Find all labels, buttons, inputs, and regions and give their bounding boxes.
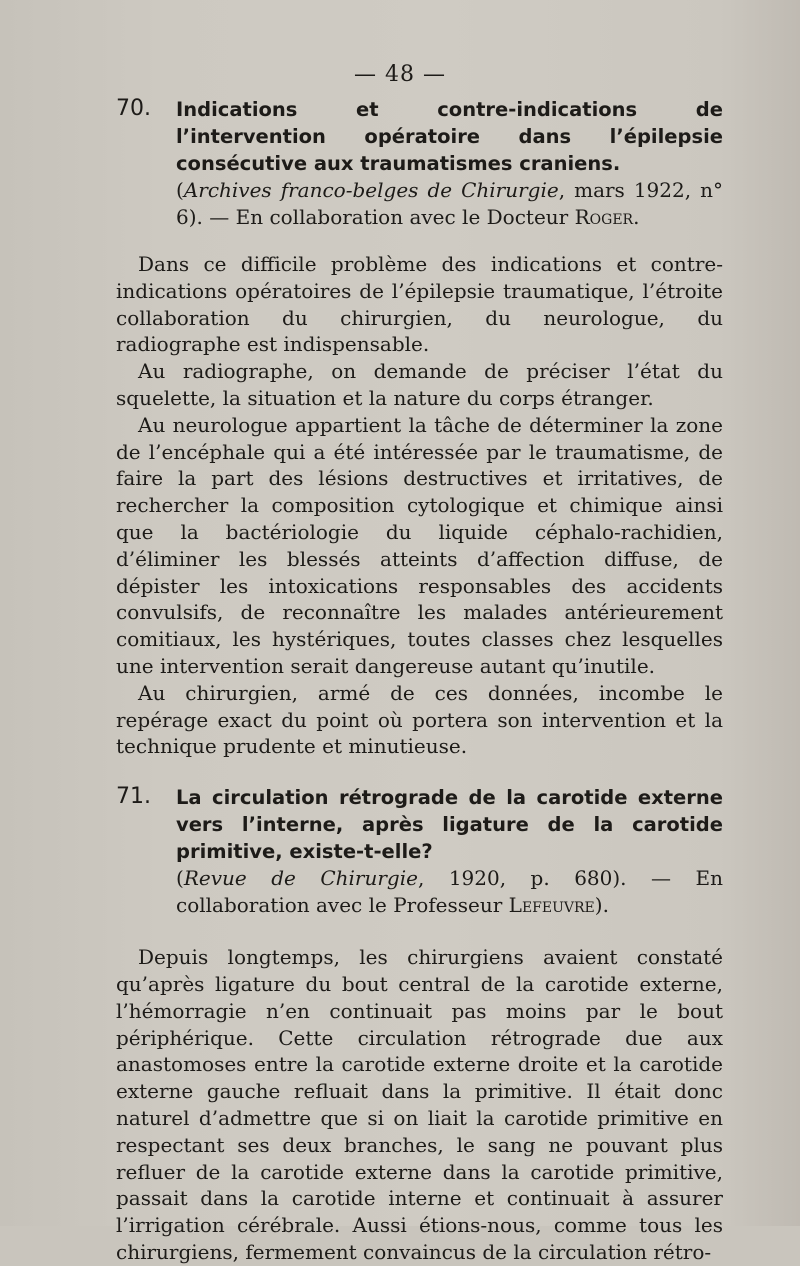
ref-close: . bbox=[633, 205, 640, 229]
ref-open: ( bbox=[176, 866, 184, 891]
entry-reference bbox=[176, 177, 723, 231]
entry-reference bbox=[176, 865, 723, 919]
paragraph: Depuis longtemps, les chirurgiens avaient constaté qu’après ligature du bout central de la carotide externe, l’hémorragie n’en continuait pas moins par le bout périphérique. Cette circulation rétrograde due aux anastomoses entre la carotide externe droite et la carotide externe gauche refluait dans la primitive. Il était donc naturel d’admettre que si on liait la carotide primitive en respectant ses deux branches, le sang ne pouvant plus refluer de la carotide externe dans la carotide primitive, passait dans la carotide interne et continuait à assurer l’irrigation cérébrale. Aussi étions-nous, comme tous les chirurgiens, fermement convaincus de la circulation rétro- bbox=[116, 945, 723, 1264]
journal-name: Revue de Chirurgie bbox=[183, 866, 418, 891]
ref-details: , mars 1922, n° 6). — En collaboration avec le Docteur bbox=[176, 178, 723, 229]
entry-number: 70. bbox=[116, 96, 151, 121]
paragraph: Dans ce difficile problème des indications et contre-indications opératoires de l’épilepsie traumatique, l’étroite collaboration du chirurgien, du neurologue, du radiographe est indispensable. bbox=[116, 252, 723, 357]
entry-number: 71. bbox=[116, 784, 151, 810]
entry-body bbox=[116, 944, 723, 1266]
entry-title: Indications et contre-indications de l’intervention opératoire dans l’épilepsie consécutive aux traumatismes craniens. bbox=[176, 98, 723, 175]
bibliography-entry-70 bbox=[116, 96, 723, 760]
ref-details: , 1920, p. 680). — En collaboration avec le Professeur bbox=[176, 866, 724, 918]
entry-title: La circulation rétrograde de la carotide externe vers l’interne, après ligature de la carotide primitive, existe-t-elle? bbox=[176, 786, 723, 864]
paragraph: Au neurologue appartient la tâche de déterminer la zone de l’encéphale qui a été intéressée par le traumatisme, de faire la part des lésions destructives et irritatives, de rechercher la composition cytologique et chimique ainsi que la bactériologie du liquide céphalo-rachidien, d’éliminer les blessés atteints d’affection diffuse, de dépister les intoxications responsables des accidents convulsifs, de reconnaître les malades antérieurement comitiaux, les hystériques, toutes classes chez lesquelles une intervention serait dangereuse autant qu’inutile. bbox=[116, 412, 723, 678]
page-content bbox=[116, 96, 723, 1266]
page-number: — 48 — bbox=[354, 62, 446, 87]
paragraph: Au chirurgien, armé de ces données, incombe le repérage exact du point où portera son intervention et la technique prudente et minutieuse. bbox=[116, 680, 723, 759]
entry-heading bbox=[116, 784, 723, 919]
entry-body bbox=[116, 251, 723, 760]
collaborator-name: Roger bbox=[574, 205, 634, 229]
entry-heading bbox=[116, 96, 723, 231]
ref-open: ( bbox=[176, 178, 184, 202]
ref-close: ). bbox=[594, 893, 609, 918]
bibliography-entry-71 bbox=[116, 784, 723, 1266]
paragraph: Au radiographe, on demande de préciser l’état du squelette, la situation et la nature du corps étranger. bbox=[116, 359, 723, 410]
collaborator-name: Lefeuvre bbox=[508, 893, 595, 918]
journal-name: Archives franco-belges de Chirurgie bbox=[183, 178, 559, 202]
